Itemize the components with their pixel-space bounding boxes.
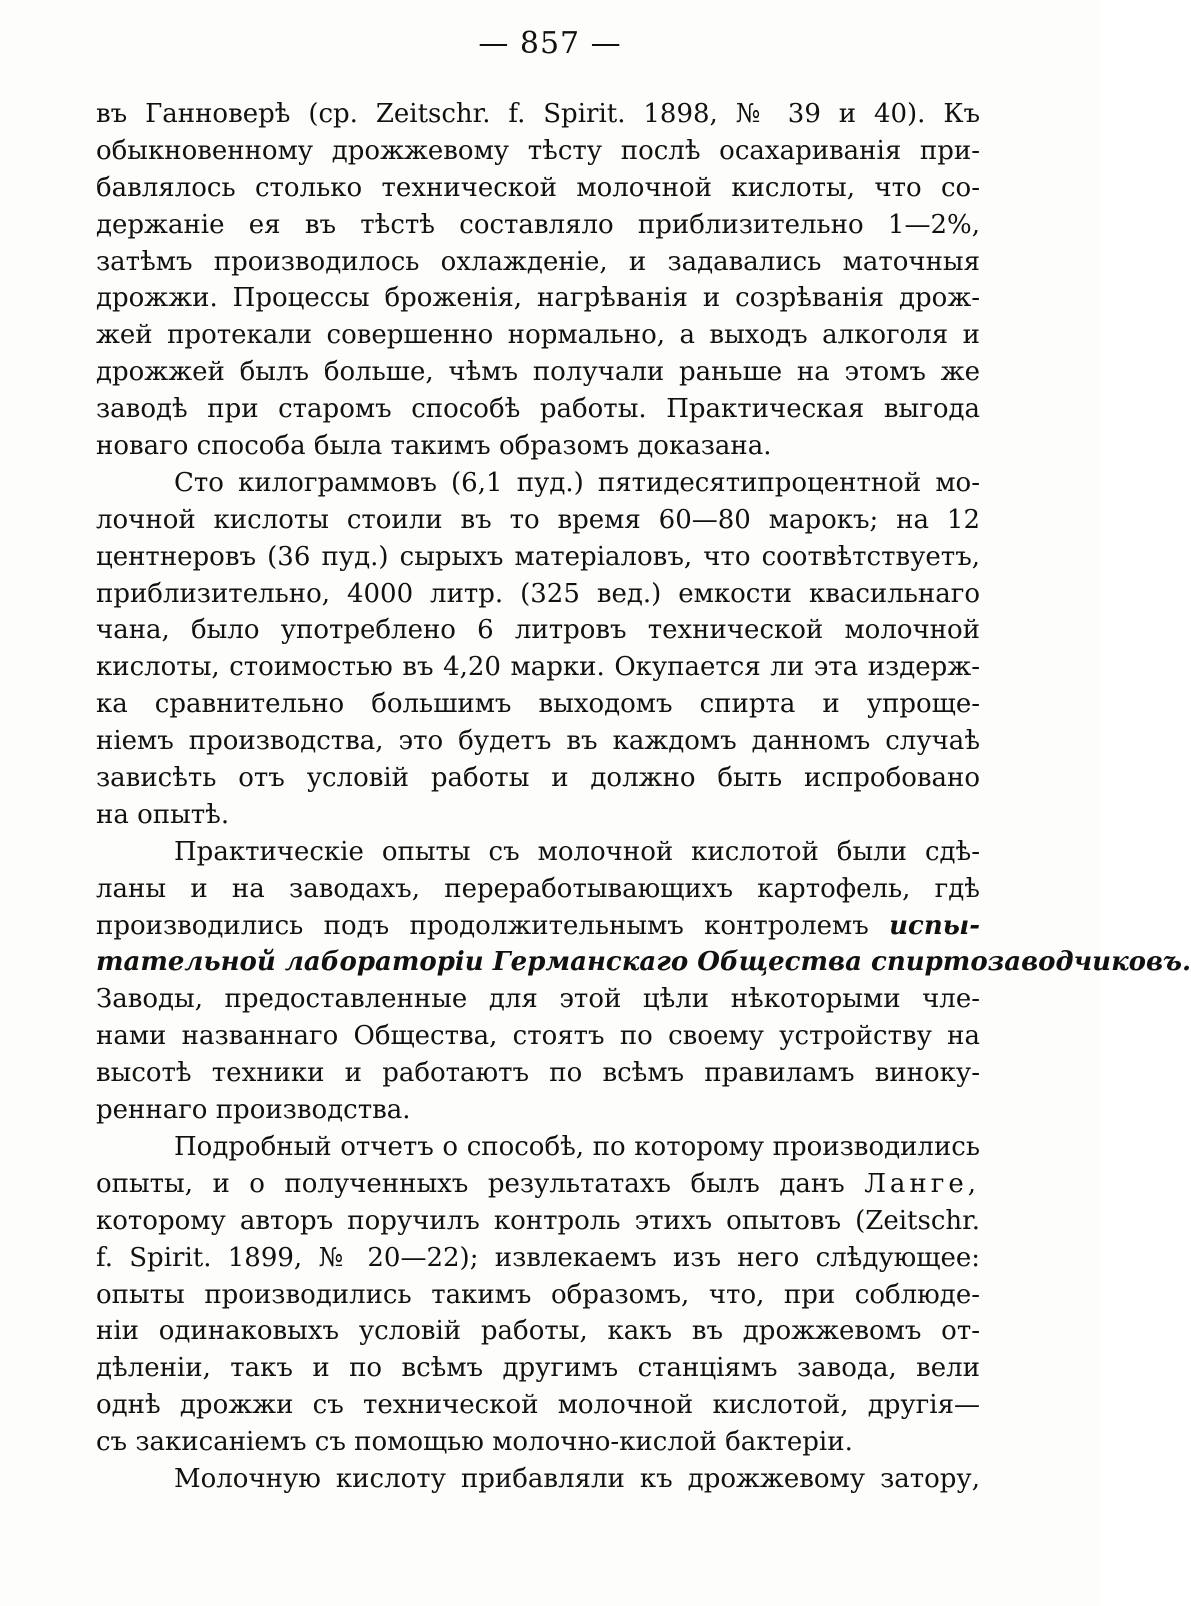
text-line: ка сравнительно большимъ выходомъ спирта и упроще- [96,689,980,720]
text-line: чана, было употреблено 6 литровъ технической молочной [96,615,980,646]
text-line: лочной кислоты стоили въ то время 60—80 марокъ; на 12 [96,504,980,535]
text-line: кислоты, стоимостью въ 4,20 марки. Окупается ли эта издерж- [96,652,980,683]
text-line: Заводы, предоставленные для этой цѣли нѣкоторыми чле- [96,984,980,1015]
text-line: f. Spirit. 1899, № 20—22); извлекаемъ изъ него слѣдующее: [96,1242,980,1273]
text-line: обыкновенному дрожжевому тѣсту послѣ осахариванія при- [96,135,980,166]
text-line: на опытѣ. [96,799,230,830]
italic-text-line: тательной лабораторіи Германскаго Общества спиртозаводчиковъ. [96,947,1191,978]
text-line: приблизительно, 4000 литр. (325 вед.) емкости квасильнаго [96,578,980,609]
page-number: — 857 — [478,26,622,61]
text-line: заводѣ при старомъ способѣ работы. Практическая выгода [96,394,980,425]
text-line: однѣ дрожжи съ технической молочной кислотой, другія— [96,1390,980,1421]
text-line: держаніе ея въ тѣстѣ составляло приблизительно 1—2%, [96,209,980,240]
body-text [96,96,1191,1498]
text-line: опыты производились такимъ образомъ, что, при соблюде- [96,1279,980,1310]
text-line: жей протекали совершенно нормально, а выходъ алкоголя и [96,320,980,351]
text-line: ніи одинаковыхъ условій работы, какъ въ дрожжевомъ от- [96,1316,980,1347]
text-line: Подробный отчетъ о способѣ, по которому производились [174,1131,980,1162]
text-line: дрожжей былъ больше, чѣмъ получали раньше на этомъ же [96,357,980,388]
text-line: нами названнаго Общества, стоятъ по своему устройству на [96,1021,980,1052]
text-line: бавлялось столько технической молочной кислоты, что со- [96,172,980,203]
text-line: Молочную кислоту прибавляли къ дрожжевому затору, [174,1463,980,1494]
text-line: затѣмъ производилось охлажденіе, и задавались маточныя [96,246,980,277]
text-line: дрожжи. Процессы броженія, нагрѣванія и созрѣванія дрож- [96,283,980,314]
text-line [96,1166,980,1203]
text-line: Практическіе опыты съ молочной кислотой были сдѣ- [174,836,980,867]
text-line: новаго способа была такимъ образомъ доказана. [96,431,772,462]
spaced-name-fragment: Ланге, [864,1168,981,1199]
text-line: Сто килограммовъ (6,1 пуд.) пятидесятипроцентной мо- [174,467,980,498]
text-line: реннаго производства. [96,1095,411,1126]
text-line [96,908,980,945]
text-line: которому авторъ поручилъ контроль этихъ опытовъ (Zeitschr. [96,1205,980,1236]
text-line: центнеровъ (36 пуд.) сырыхъ матеріаловъ, что соотвѣтствуетъ, [96,541,980,572]
text-line: высотѣ техники и работаютъ по всѣмъ правиламъ виноку- [96,1058,980,1089]
text-line: ланы и на заводахъ, переработывающихъ картофель, гдѣ [96,873,980,904]
italic-fragment: испы- [889,910,980,941]
text-line: въ Ганноверѣ (ср. Zeitschr. f. Spirit. 1898, № 39 и 40). Къ [96,99,980,129]
text-line: ніемъ производства, это будетъ въ каждомъ данномъ случаѣ [96,726,980,757]
text-line: съ закисаніемъ съ помощью молочно-кислой бактеріи. [96,1427,853,1458]
text-fragment: производились подъ продолжительнымъ контролемъ [96,910,869,941]
text-line: дѣленіи, такъ и по всѣмъ другимъ станціямъ завода, вели [96,1353,980,1384]
text-fragment: опыты, и о полученныхъ результатахъ былъ данъ [96,1168,845,1199]
text-line: зависѣть отъ условій работы и должно быть испробовано [96,763,980,794]
